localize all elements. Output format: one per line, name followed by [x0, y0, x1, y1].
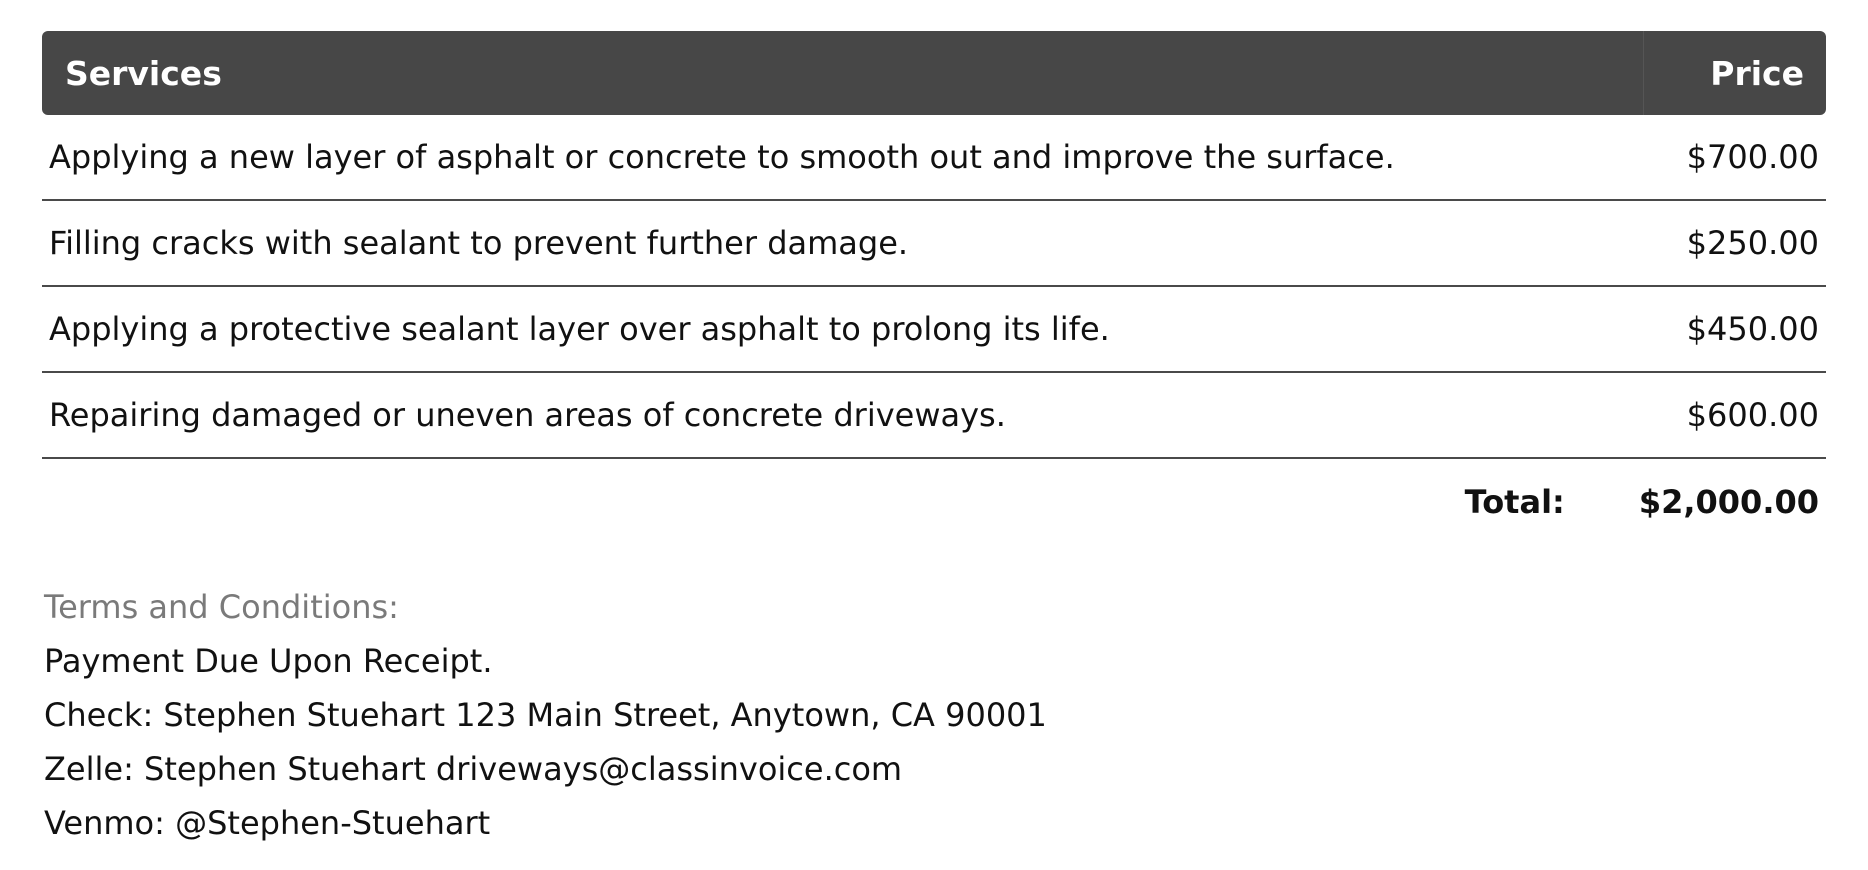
table-row: [42, 115, 1826, 201]
table-row: [42, 373, 1826, 459]
service-description: Filling cracks with sealant to prevent further damage.: [49, 224, 909, 262]
total-row: [42, 459, 1826, 545]
terms-title: Terms and Conditions:: [44, 588, 399, 626]
column-divider: [1643, 31, 1644, 115]
table-header: [42, 31, 1826, 115]
service-price: $700.00: [1686, 138, 1819, 176]
venmo-payment-line: Venmo: @Stephen-Stuehart: [44, 804, 491, 842]
services-table: [42, 31, 1826, 545]
service-description: Applying a protective sealant layer over asphalt to prolong its life.: [49, 310, 1110, 348]
price-column-header: Price: [1710, 53, 1804, 93]
service-price: $600.00: [1686, 396, 1819, 434]
total-label: Total:: [1464, 483, 1565, 521]
terms-section: [44, 580, 1047, 850]
service-price: $450.00: [1686, 310, 1819, 348]
payment-due-line: Payment Due Upon Receipt.: [44, 642, 493, 680]
table-row: [42, 201, 1826, 287]
zelle-payment-line: Zelle: Stephen Stuehart driveways@classinvoice.com: [44, 750, 903, 788]
service-description: Applying a new layer of asphalt or concrete to smooth out and improve the surface.: [49, 138, 1395, 176]
service-price: $250.00: [1686, 224, 1819, 262]
services-column-header: Services: [65, 53, 222, 93]
table-row: [42, 287, 1826, 373]
service-description: Repairing damaged or uneven areas of concrete driveways.: [49, 396, 1006, 434]
check-payment-line: Check: Stephen Stuehart 123 Main Street, Anytown, CA 90001: [44, 696, 1047, 734]
total-value: $2,000.00: [1638, 483, 1819, 521]
